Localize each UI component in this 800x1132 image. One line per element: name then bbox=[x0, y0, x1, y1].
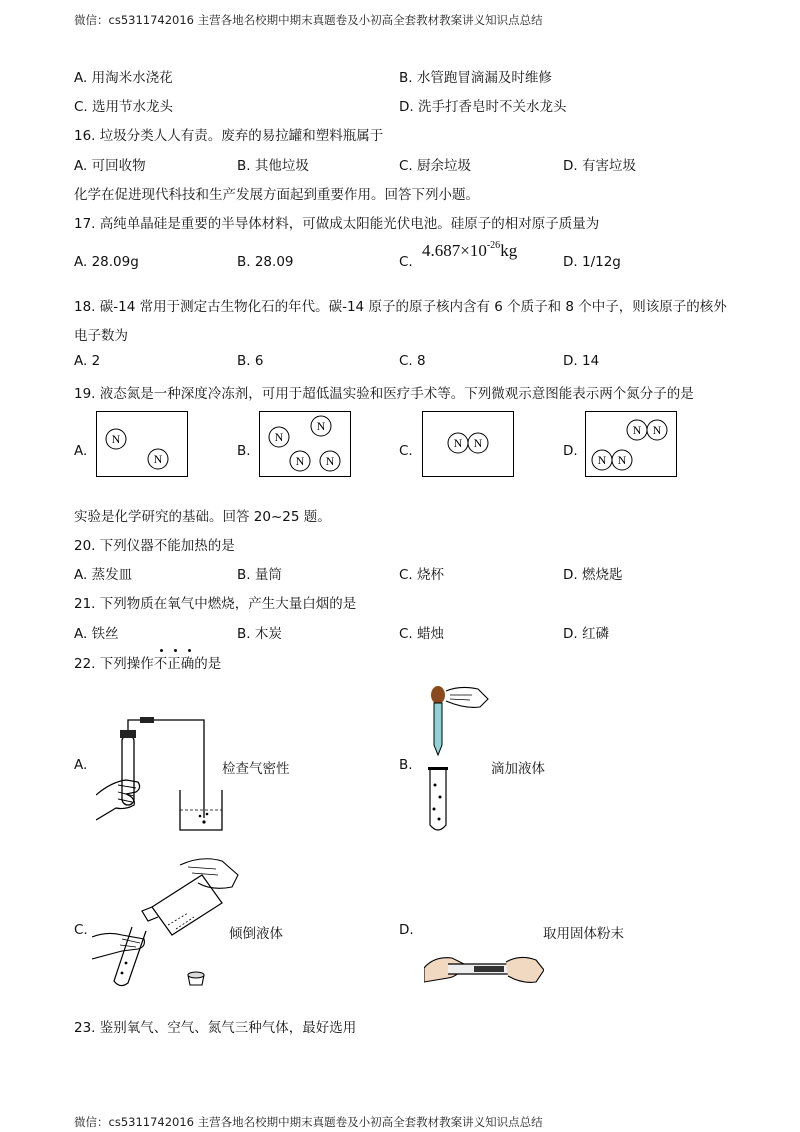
q19-option-c-label: C. bbox=[399, 443, 413, 459]
q22-option-a-caption: 检查气密性 bbox=[222, 761, 290, 777]
q22-option-a-illustration bbox=[96, 710, 226, 835]
q21-option-d: D. 红磷 bbox=[563, 626, 609, 642]
q22-option-c-label: C. bbox=[74, 922, 88, 938]
q18-stem-line1: 18. 碳-14 常用于测定古生物化石的年代。碳-14 原子的原子核内含有 6 个质子和 8 个中子，则该原子的核外 bbox=[74, 299, 727, 315]
q16-option-a: A. 可回收物 bbox=[74, 158, 146, 174]
atom-label: N bbox=[473, 436, 483, 450]
page-header: 微信：cs5311742016 主营各地名校期中期末真题卷及小初高全套教材教案讲义知识点总结 bbox=[74, 13, 543, 27]
q18-option-d: D. 14 bbox=[563, 353, 600, 369]
q16-option-b: B. 其他垃圾 bbox=[237, 158, 309, 174]
atom-label: N bbox=[325, 454, 335, 468]
q21-option-b: B. 木炭 bbox=[237, 626, 282, 642]
q22-option-d-illustration bbox=[424, 948, 544, 990]
page-footer: 微信：cs5311742016 主营各地名校期中期末真题卷及小初高全套教材教案讲义知识点总结 bbox=[74, 1115, 543, 1129]
q20-option-d: D. 燃烧匙 bbox=[563, 567, 623, 583]
q17-option-c-value: $4.687\times 10^{-26}kg$ bbox=[422, 240, 518, 260]
q20-stem: 20. 下列仪器不能加热的是 bbox=[74, 538, 235, 554]
q16-option-d: D. 有害垃圾 bbox=[563, 158, 636, 174]
q22-option-d-label: D. bbox=[399, 922, 414, 938]
q22-option-d-caption: 取用固体粉末 bbox=[543, 926, 624, 942]
atom-label: N bbox=[274, 430, 284, 444]
q17-option-a: A. 28.09g bbox=[74, 254, 139, 270]
atom-label: N bbox=[597, 453, 607, 467]
q21-stem: 21. 下列物质在氧气中燃烧，产生大量白烟的是 bbox=[74, 596, 357, 612]
intro-17: 化学在促进现代科技和生产发展方面起到重要作用。回答下列小题。 bbox=[74, 187, 479, 203]
q17-option-c-label: C. bbox=[399, 254, 413, 270]
q19-option-b-diagram bbox=[259, 411, 351, 477]
q19-stem: 19. 液态氮是一种深度冷冻剂，可用于超低温实验和医疗手术等。下列微观示意图能表示两个氮分子的是 bbox=[74, 386, 694, 402]
q15-option-a: A. 用淘米水浇花 bbox=[74, 70, 173, 86]
q18-stem-line2: 电子数为 bbox=[74, 328, 128, 344]
q16-stem: 16. 垃圾分类人人有责。废弃的易拉罐和塑料瓶属于 bbox=[74, 128, 384, 144]
q19-option-a-label: A. bbox=[74, 443, 88, 459]
q16-option-c: C. 厨余垃圾 bbox=[399, 158, 472, 174]
q20-option-c: C. 烧杯 bbox=[399, 567, 445, 583]
q15-option-d: D. 洗手打香皂时不关水龙头 bbox=[399, 99, 567, 115]
q20-option-a: A. 蒸发皿 bbox=[74, 567, 133, 583]
q21-option-c: C. 蜡烛 bbox=[399, 626, 445, 642]
q17-option-b: B. 28.09 bbox=[237, 254, 294, 270]
q19-option-d-label: D. bbox=[563, 443, 578, 459]
atom-label: N bbox=[111, 432, 121, 446]
q15-option-c: C. 选用节水龙头 bbox=[74, 99, 174, 115]
q21-option-a: A. 铁丝 bbox=[74, 626, 119, 642]
q22-option-c-caption: 倾倒液体 bbox=[229, 926, 283, 942]
q17-option-d: D. 1/12g bbox=[563, 254, 621, 270]
q15-option-b: B. 水管跑冒滴漏及时维修 bbox=[399, 70, 552, 86]
q22-option-a-label: A. bbox=[74, 757, 88, 773]
q19-option-a-diagram bbox=[96, 411, 188, 477]
q19-option-b-label: B. bbox=[237, 443, 251, 459]
atom-label: N bbox=[617, 453, 627, 467]
q22-option-c-illustration bbox=[92, 855, 242, 990]
q18-option-b: B. 6 bbox=[237, 353, 264, 369]
q17-stem: 17. 高纯单晶硅是重要的半导体材料，可做成太阳能光伏电池。硅原子的相对原子质量为 bbox=[74, 216, 600, 232]
q22-option-b-label: B. bbox=[399, 757, 413, 773]
atom-label: N bbox=[652, 423, 662, 437]
atom-label: N bbox=[316, 419, 326, 433]
q18-option-c: C. 8 bbox=[399, 353, 426, 369]
q23-stem: 23. 鉴别氧气、空气、氮气三种气体，最好选用 bbox=[74, 1020, 357, 1036]
q22-stem: 22. 下列操作不正确的是 bbox=[74, 656, 222, 672]
q20-option-b: B. 量筒 bbox=[237, 567, 282, 583]
q22-option-b-caption: 滴加液体 bbox=[491, 761, 545, 777]
atom-label: N bbox=[153, 452, 163, 466]
q19-option-c-diagram bbox=[422, 411, 514, 477]
q19-option-d-diagram bbox=[585, 411, 677, 477]
intro-20: 实验是化学研究的基础。回答 20~25 题。 bbox=[74, 509, 331, 525]
q22-option-b-illustration bbox=[420, 685, 490, 835]
atom-label: N bbox=[632, 423, 642, 437]
q18-option-a: A. 2 bbox=[74, 353, 101, 369]
atom-label: N bbox=[295, 454, 305, 468]
atom-label: N bbox=[453, 436, 463, 450]
